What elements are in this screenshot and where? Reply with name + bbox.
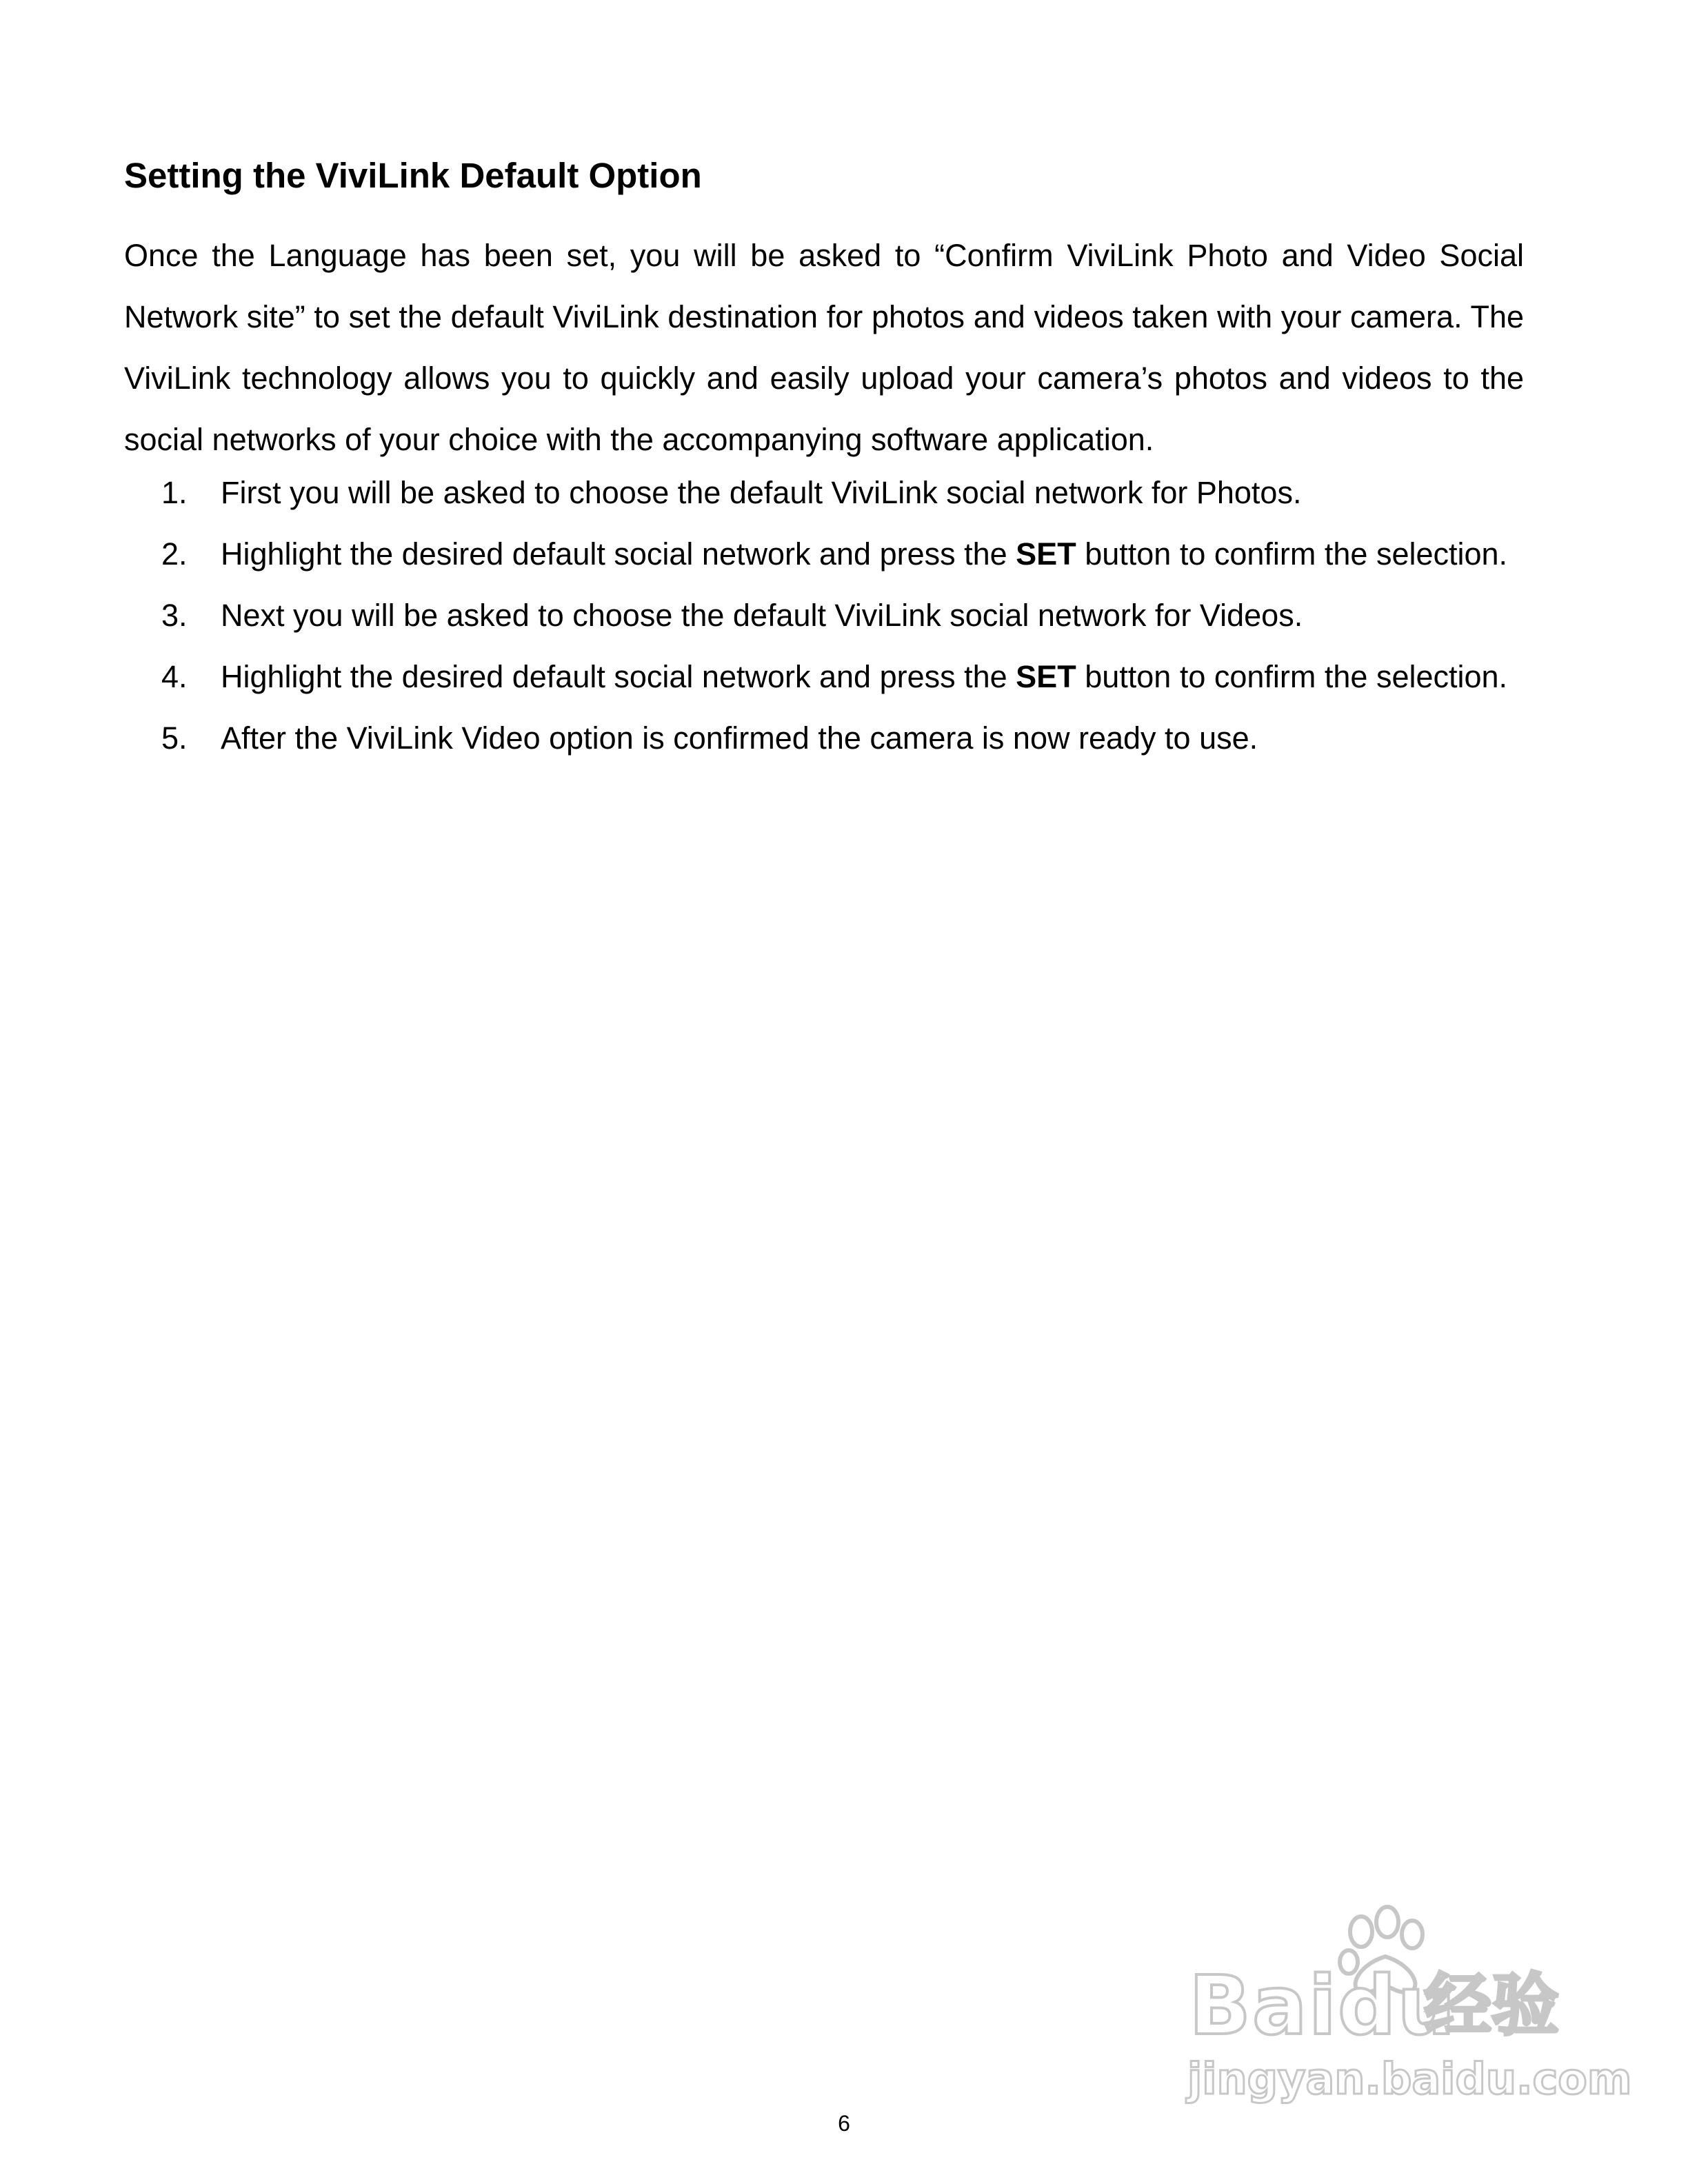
step-text-after: button to confirm the selection. (1076, 659, 1508, 694)
intro-paragraph: Once the Language has been set, you will be asked to “Confirm ViviLink Photo and Video Social Network site” to set the default ViviLink destination for photos and videos taken with your camera. The ViviLink technology allows you to quickly and easily upload your camera’s photos and videos to the social networks of your choice with the accompanying software application. (124, 238, 1524, 457)
step-number: 4. (161, 659, 188, 694)
watermark-chinese: 经验 (1424, 1966, 1560, 2045)
step-number: 1. (161, 475, 188, 510)
list-item (124, 523, 1524, 585)
list-item (124, 585, 1524, 646)
set-button-label: SET (1016, 659, 1076, 694)
watermark-brand: Baidu (1189, 1958, 1457, 2053)
watermark-url: jingyan.baidu.com (1187, 2054, 1632, 2104)
baidu-watermark (1186, 1903, 1632, 2110)
step-number: 2. (161, 536, 188, 572)
steps-list (124, 462, 1524, 769)
step-number: 5. (161, 720, 188, 756)
step-text: Next you will be asked to choose the default ViviLink social network for Videos. (221, 598, 1303, 633)
step-text-before: Highlight the desired default social network and press the (221, 659, 1016, 694)
step-text-after: button to confirm the selection. (1076, 536, 1508, 572)
step-text: First you will be asked to choose the default ViviLink social network for Photos. (221, 475, 1302, 510)
page-number: 6 (838, 2111, 850, 2136)
step-text-before: Highlight the desired default social network and press the (221, 536, 1016, 572)
list-item (124, 462, 1524, 523)
list-item (124, 646, 1524, 707)
set-button-label: SET (1016, 536, 1076, 572)
step-text: After the ViviLink Video option is confirmed the camera is now ready to use. (221, 720, 1258, 756)
step-number: 3. (161, 598, 188, 633)
list-item (124, 707, 1524, 769)
page-title: Setting the ViviLink Default Option (124, 156, 702, 195)
